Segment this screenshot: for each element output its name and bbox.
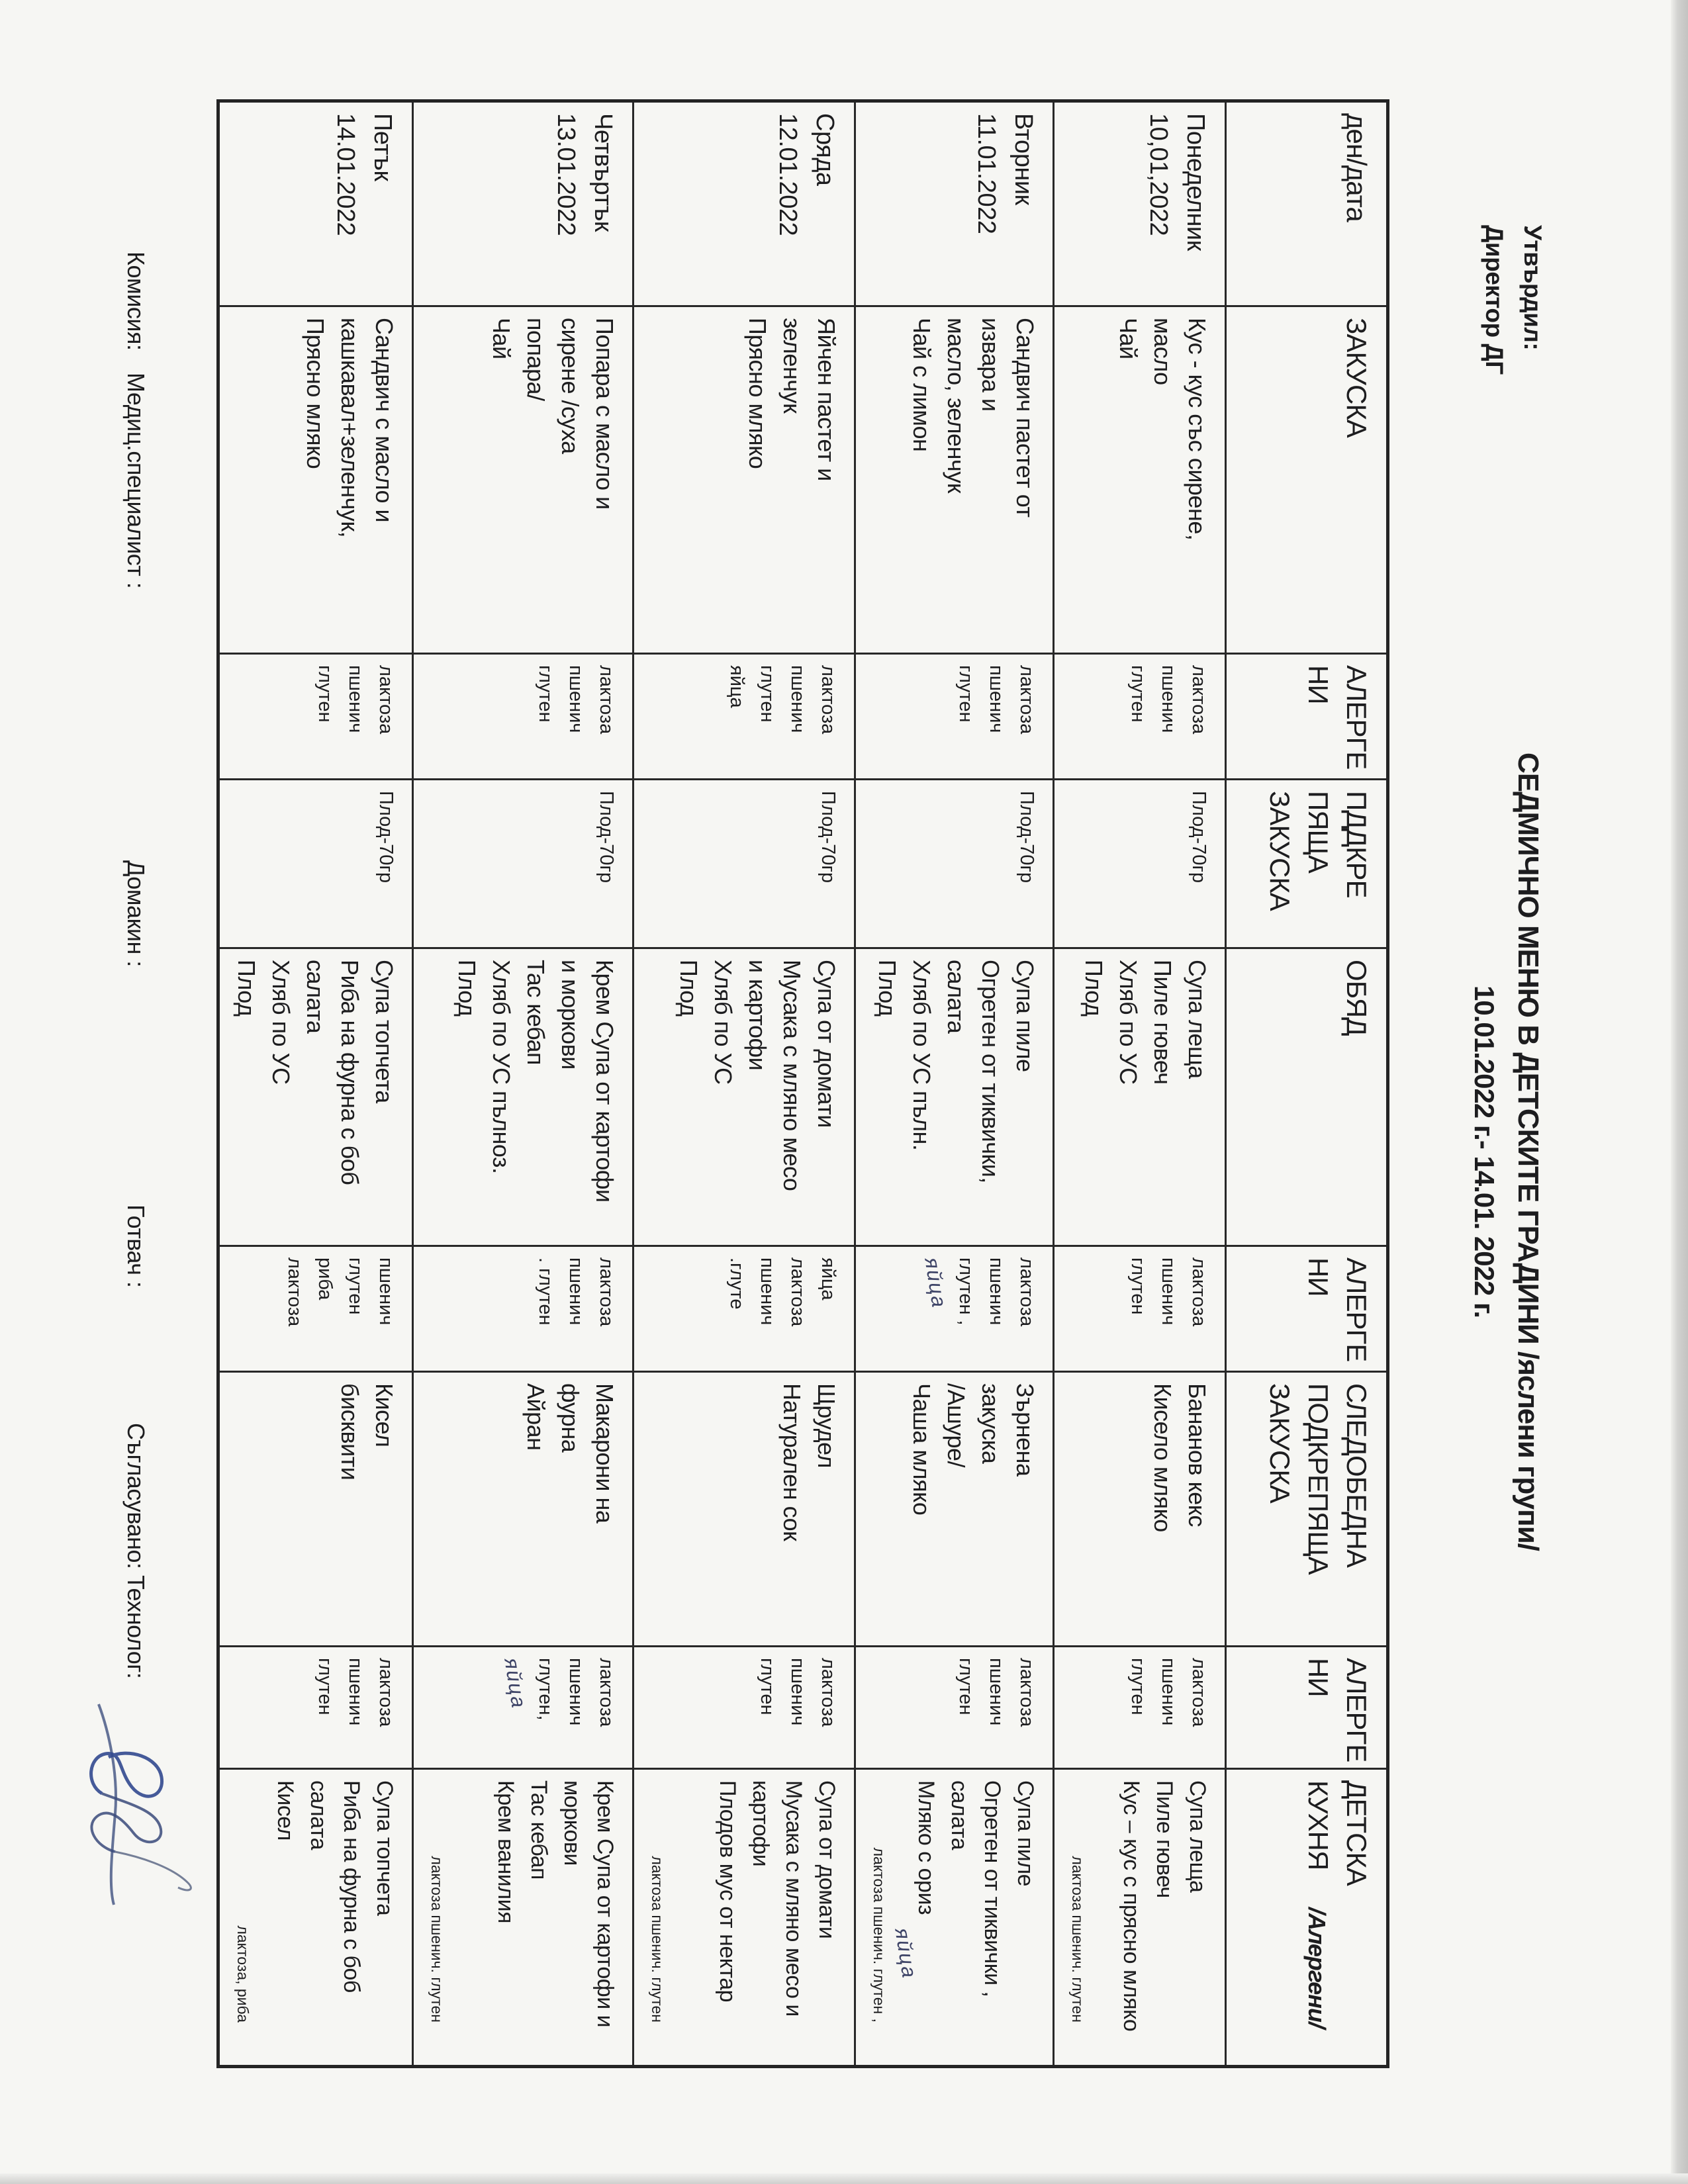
cell-breakfast: Яйчен пастет и зеленчук Прясно мляко (633, 306, 855, 654)
header-day-date: ден/дата (1226, 101, 1388, 306)
cell-lunch: Супа леща Пиле гювеч Хляб по УС Плод (1054, 948, 1226, 1246)
cell-allergens-breakfast: лактоза пшенич глутен (218, 654, 413, 780)
footer-medical-specialist-label: Медиц.специалист : (122, 373, 150, 589)
cell-day: Сряда 12.01.2022 (633, 101, 855, 306)
cell-lunch: Супа пиле Огретен от тиквички, салата Хляб по УС пълн. Плод (855, 948, 1054, 1246)
cell-allergens-afternoon: лактоза пшенич глутен (218, 1647, 413, 1769)
page-title (1466, 702, 1546, 1602)
cell-midmorning-snack: Плод-70гр (633, 780, 855, 948)
cell-allergens-afternoon: лактоза пшенич глутен (633, 1647, 855, 1769)
footer-commission-label: Комисия: (122, 251, 150, 351)
header-nursery-kitchen: ДЕТСКА КУХНЯ /Алергени/ (1226, 1769, 1388, 2067)
cell-midmorning-snack: Плод-70гр (1054, 780, 1226, 948)
cell-nursery-kitchen: Супа пиле Огретен от тиквички , салата Мляко с ориз яйца лактоза пшенич. глутен , (855, 1769, 1054, 2067)
cell-allergens-lunch: лактоза пшенич глутен (1054, 1246, 1226, 1372)
approved-role: Директор ДГ (1481, 225, 1508, 375)
cell-afternoon-snack: Макарони на фурна Айран (413, 1372, 633, 1647)
cell-afternoon-snack: Зърнена закуска /Ашуре/ Чаша мляко (855, 1372, 1054, 1647)
cell-allergens-breakfast: лактоза пшенич глутен (855, 654, 1054, 780)
header-breakfast: ЗАКУСКА (1226, 306, 1388, 654)
header-midmorning-snack: ПДДКРЕ ПЯЩА ЗАКУСКА (1226, 780, 1388, 948)
cell-nursery-kitchen: Крем Супа от картофи и моркови Тас кебап Крем ванилия лактоза пшенич. глутен (413, 1769, 633, 2067)
nursery-allergen-note: лактоза пшенич. глутен (428, 1856, 445, 2023)
row-tuesday (855, 101, 1054, 2067)
cell-day: Понеделник 10,01,2022 (1054, 101, 1226, 306)
cell-lunch: Супа от домати Мусака с мляно месо и картофи Хляб по УС Плод (633, 948, 855, 1246)
cell-allergens-breakfast: лактоза пшенич глутен яйца (633, 654, 855, 780)
handwritten-eggs: яйца (500, 1656, 531, 1711)
row-friday (218, 101, 413, 2067)
cell-breakfast: Сандвич с масло и кашкавал+зеленчук, Прясно мляко (218, 306, 413, 654)
cell-afternoon-snack: Щрудел Натурален сок (633, 1372, 855, 1647)
cell-day: Петък 14.01.2022 (218, 101, 413, 306)
cell-day: Вторник 11.01.2022 (855, 101, 1054, 306)
cell-allergens-afternoon: лактоза пшенич глутен (855, 1647, 1054, 1769)
footer-agreed-technologist-label: Съгласувано: Технолог: (122, 1423, 150, 1679)
cell-allergens-afternoon: лактоза пшенич глутен (1054, 1647, 1226, 1769)
handwritten-eggs: яйца (890, 1926, 921, 1981)
cell-midmorning-snack: Плод-70гр (855, 780, 1054, 948)
cell-lunch: Крем Супа от картофи и моркови Тас кебап Хляб по УС пълноз. Плод (413, 948, 633, 1246)
menu-table (216, 99, 1389, 2068)
header-allergens-3: АЛЕРГЕ НИ (1226, 1647, 1388, 1769)
row-thursday (413, 101, 633, 2067)
cell-afternoon-snack: Кисел бисквити (218, 1372, 413, 1647)
footer-housekeeper-label: Домакин : (122, 860, 150, 967)
cell-allergens-lunch: яйца лактоза пшенич .глуте (633, 1246, 855, 1372)
header-allergens-2: АЛЕРГЕ НИ (1226, 1246, 1388, 1372)
cell-breakfast: Сандвич пастет от извара и масло, зеленчук Чай с лимон (855, 306, 1054, 654)
title-line-1: СЕДМИЧНО МЕНЮ В ДЕТСКИТЕ ГРАДИНИ /яслени групи/ (1512, 752, 1544, 1551)
header-afternoon-snack: СЛЕДОБЕДНА ПОДКРЕПЯЩА ЗАКУСКА (1226, 1372, 1388, 1647)
cell-nursery-kitchen: Супа топчета Риба на фурна с боб салата Кисел лактоза, риба (218, 1769, 413, 2067)
cell-breakfast: Кус - кус със сирене, масло Чай (1054, 306, 1226, 654)
header-lunch: ОБЯД (1226, 948, 1388, 1246)
row-wednesday (633, 101, 855, 2067)
nursery-allergens-label: /Алергени/ (1303, 1907, 1331, 2028)
nursery-allergen-note: лактоза пшенич. глутен (649, 1856, 666, 2023)
title-line-2: 10.01.2022 г.- 14.01. 2022 г. (1469, 985, 1500, 1318)
scanner-edge-bottom (0, 2173, 1688, 2184)
row-monday (1054, 101, 1226, 2067)
cell-midmorning-snack: Плод-70гр (413, 780, 633, 948)
header-allergens-1: АЛЕРГЕ НИ (1226, 654, 1388, 780)
cell-day: Четвъртък 13.01.2022 (413, 101, 633, 306)
signature-scribble (56, 1694, 208, 1913)
cell-nursery-kitchen: Супа леща Пиле гювеч Кус – кус с прясно мляко лактоза пшенич. глутен (1054, 1769, 1226, 2067)
cell-nursery-kitchen: Супа от домати Мусака с мляно месо и картофи Плодов мус от нектар лактоза пшенич. глутен (633, 1769, 855, 2067)
cell-breakfast: Попара с масло и сирене /суха попара/ Чай (413, 306, 633, 654)
footer-cook-label: Готвач : (122, 1205, 150, 1288)
header-row (1226, 101, 1388, 2067)
cell-allergens-breakfast: лактоза пшенич глутен (1054, 654, 1226, 780)
cell-allergens-lunch: лактоза пшенич . глутен (413, 1246, 633, 1372)
nursery-allergen-note: лактоза, риба (234, 1925, 252, 2023)
cell-allergens-lunch: пшенич глутен риба лактоза (218, 1246, 413, 1372)
approved-label: Утвърдил: (1519, 225, 1546, 351)
nursery-allergen-note: лактоза пшенич. глутен , (870, 1847, 888, 2023)
cell-midmorning-snack: Плод-70гр (218, 780, 413, 948)
scanner-edge-right (1671, 0, 1688, 2184)
approved-block (1475, 225, 1552, 375)
cell-lunch: Супа топчета Риба на фурна с боб салата Хляб по УС Плод (218, 948, 413, 1246)
cell-allergens-lunch: лактоза пшенич глутен , яйца (855, 1246, 1054, 1372)
handwritten-eggs: яйца (920, 1255, 951, 1310)
cell-allergens-afternoon: лактоза пшенич глутен, яйца (413, 1647, 633, 1769)
nursery-allergen-note: лактоза пшенич. глутен (1069, 1856, 1086, 2023)
cell-allergens-breakfast: лактоза пшенич глутен (413, 654, 633, 780)
cell-afternoon-snack: Бананов кекс Кисело мляко (1054, 1372, 1226, 1647)
